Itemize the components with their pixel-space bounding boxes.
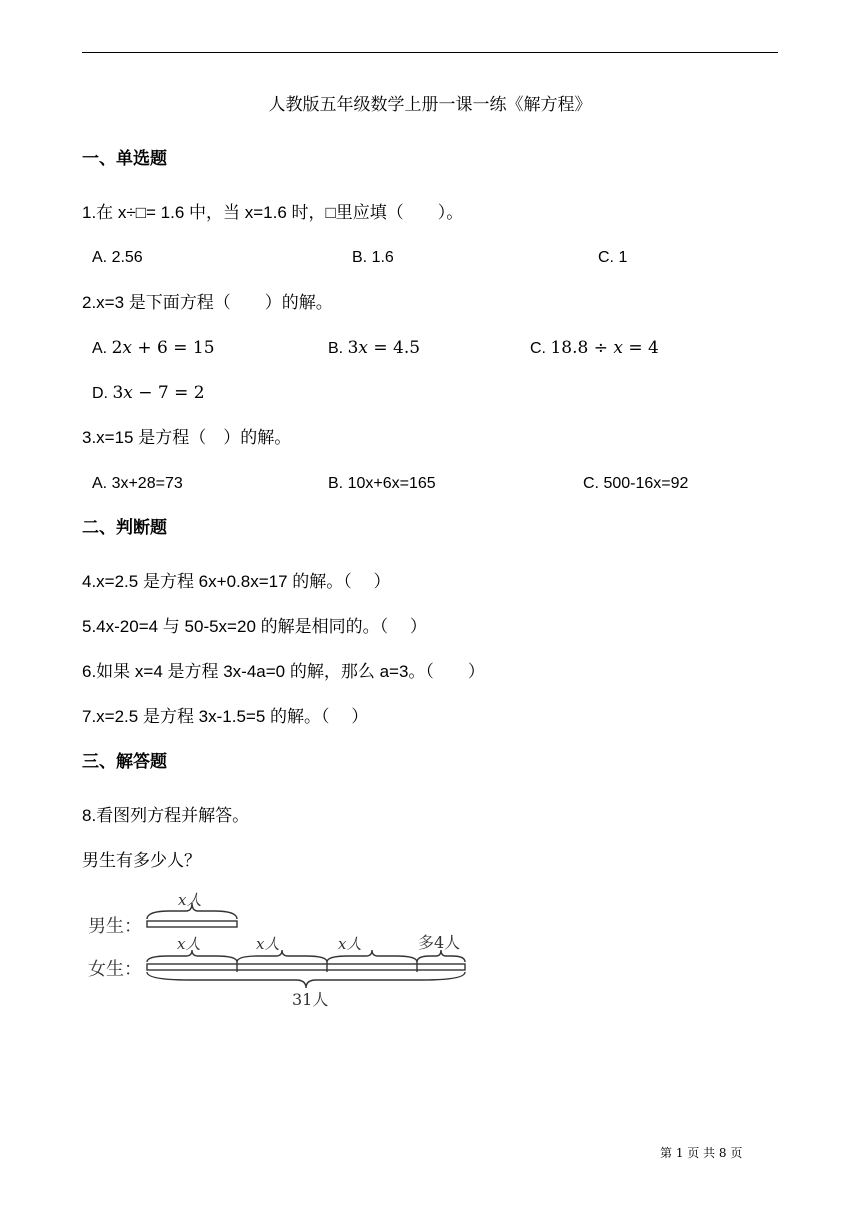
question-8-stem: 8.看图列方程并解答。 <box>82 806 250 825</box>
section-heading-answer: 三、解答题 <box>82 752 167 772</box>
question-4: 4.x=2.5 是方程 6x+0.8x=17 的解。（ ） <box>82 572 391 591</box>
question-2-option-b[interactable] <box>328 337 420 360</box>
question-8-question: 男生有多少人？ <box>82 851 201 870</box>
header-rule <box>82 52 778 53</box>
question-7: 7.x=2.5 是方程 3x-1.5=5 的解。（ ） <box>82 707 369 726</box>
girls-seg-label-3: x人 <box>338 935 362 953</box>
question-2-option-c[interactable] <box>530 337 659 360</box>
page-title: 人教版五年级数学上册一课一练《解方程》 <box>268 95 592 115</box>
question-6: 6.如果 x=4 是方程 3x-4a=0 的解，那么 a=3。（ ） <box>82 662 485 681</box>
question-1-option-a[interactable]: A. 2.56 <box>92 249 143 266</box>
line-segment-diagram <box>80 885 500 1010</box>
equation: 2𝑥 + 6 = 15 <box>111 338 215 358</box>
question-3-option-b[interactable]: B. 10x+6x=165 <box>328 475 436 492</box>
question-1-option-c[interactable]: C. 1 <box>598 249 628 266</box>
question-2-option-a[interactable] <box>92 337 215 360</box>
question-2-option-d[interactable] <box>92 382 205 405</box>
girls-seg-label-2: x人 <box>256 935 280 953</box>
question-1-option-b[interactable]: B. 1.6 <box>352 249 394 266</box>
option-label: A. <box>92 340 112 357</box>
option-label: C. <box>530 340 551 357</box>
total-brace <box>147 972 465 988</box>
option-label: D. <box>92 385 113 402</box>
equation: 3𝑥 = 4.5 <box>347 338 421 358</box>
girls-label: 女生： <box>88 959 142 980</box>
boys-top-label: x人 <box>178 891 202 909</box>
question-3-stem: 3.x=15 是方程（ ）的解。 <box>82 428 292 447</box>
question-3-option-a[interactable]: A. 3x+28=73 <box>92 475 183 492</box>
section-heading-single-choice: 一、单选题 <box>82 149 167 169</box>
girls-brace-2 <box>237 950 327 962</box>
equation: 3𝑥 − 7 = 2 <box>112 383 205 403</box>
equation: 18.8 ÷ 𝑥 = 4 <box>550 338 659 358</box>
question-3-option-c[interactable]: C. 500-16x=92 <box>583 475 689 492</box>
option-label: B. <box>328 340 348 357</box>
question-2-stem: 2.x=3 是下面方程（ ）的解。 <box>82 293 333 312</box>
total-label: 31人 <box>292 990 329 1009</box>
page-footer: 第 1 页 共 8 页 <box>660 1146 743 1160</box>
boys-label: 男生： <box>88 916 142 937</box>
boys-bar <box>147 921 237 927</box>
section-heading-true-false: 二、判断题 <box>82 518 167 538</box>
girls-seg-label-1: x人 <box>177 935 201 953</box>
girls-more-label: 多4人 <box>418 933 461 952</box>
question-5: 5.4x-20=4 与 50-5x=20 的解是相同的。（ ） <box>82 617 427 636</box>
question-1-stem: 1.在 x÷□= 1.6 中，当 x=1.6 时，□里应填（ ）。 <box>82 203 464 222</box>
